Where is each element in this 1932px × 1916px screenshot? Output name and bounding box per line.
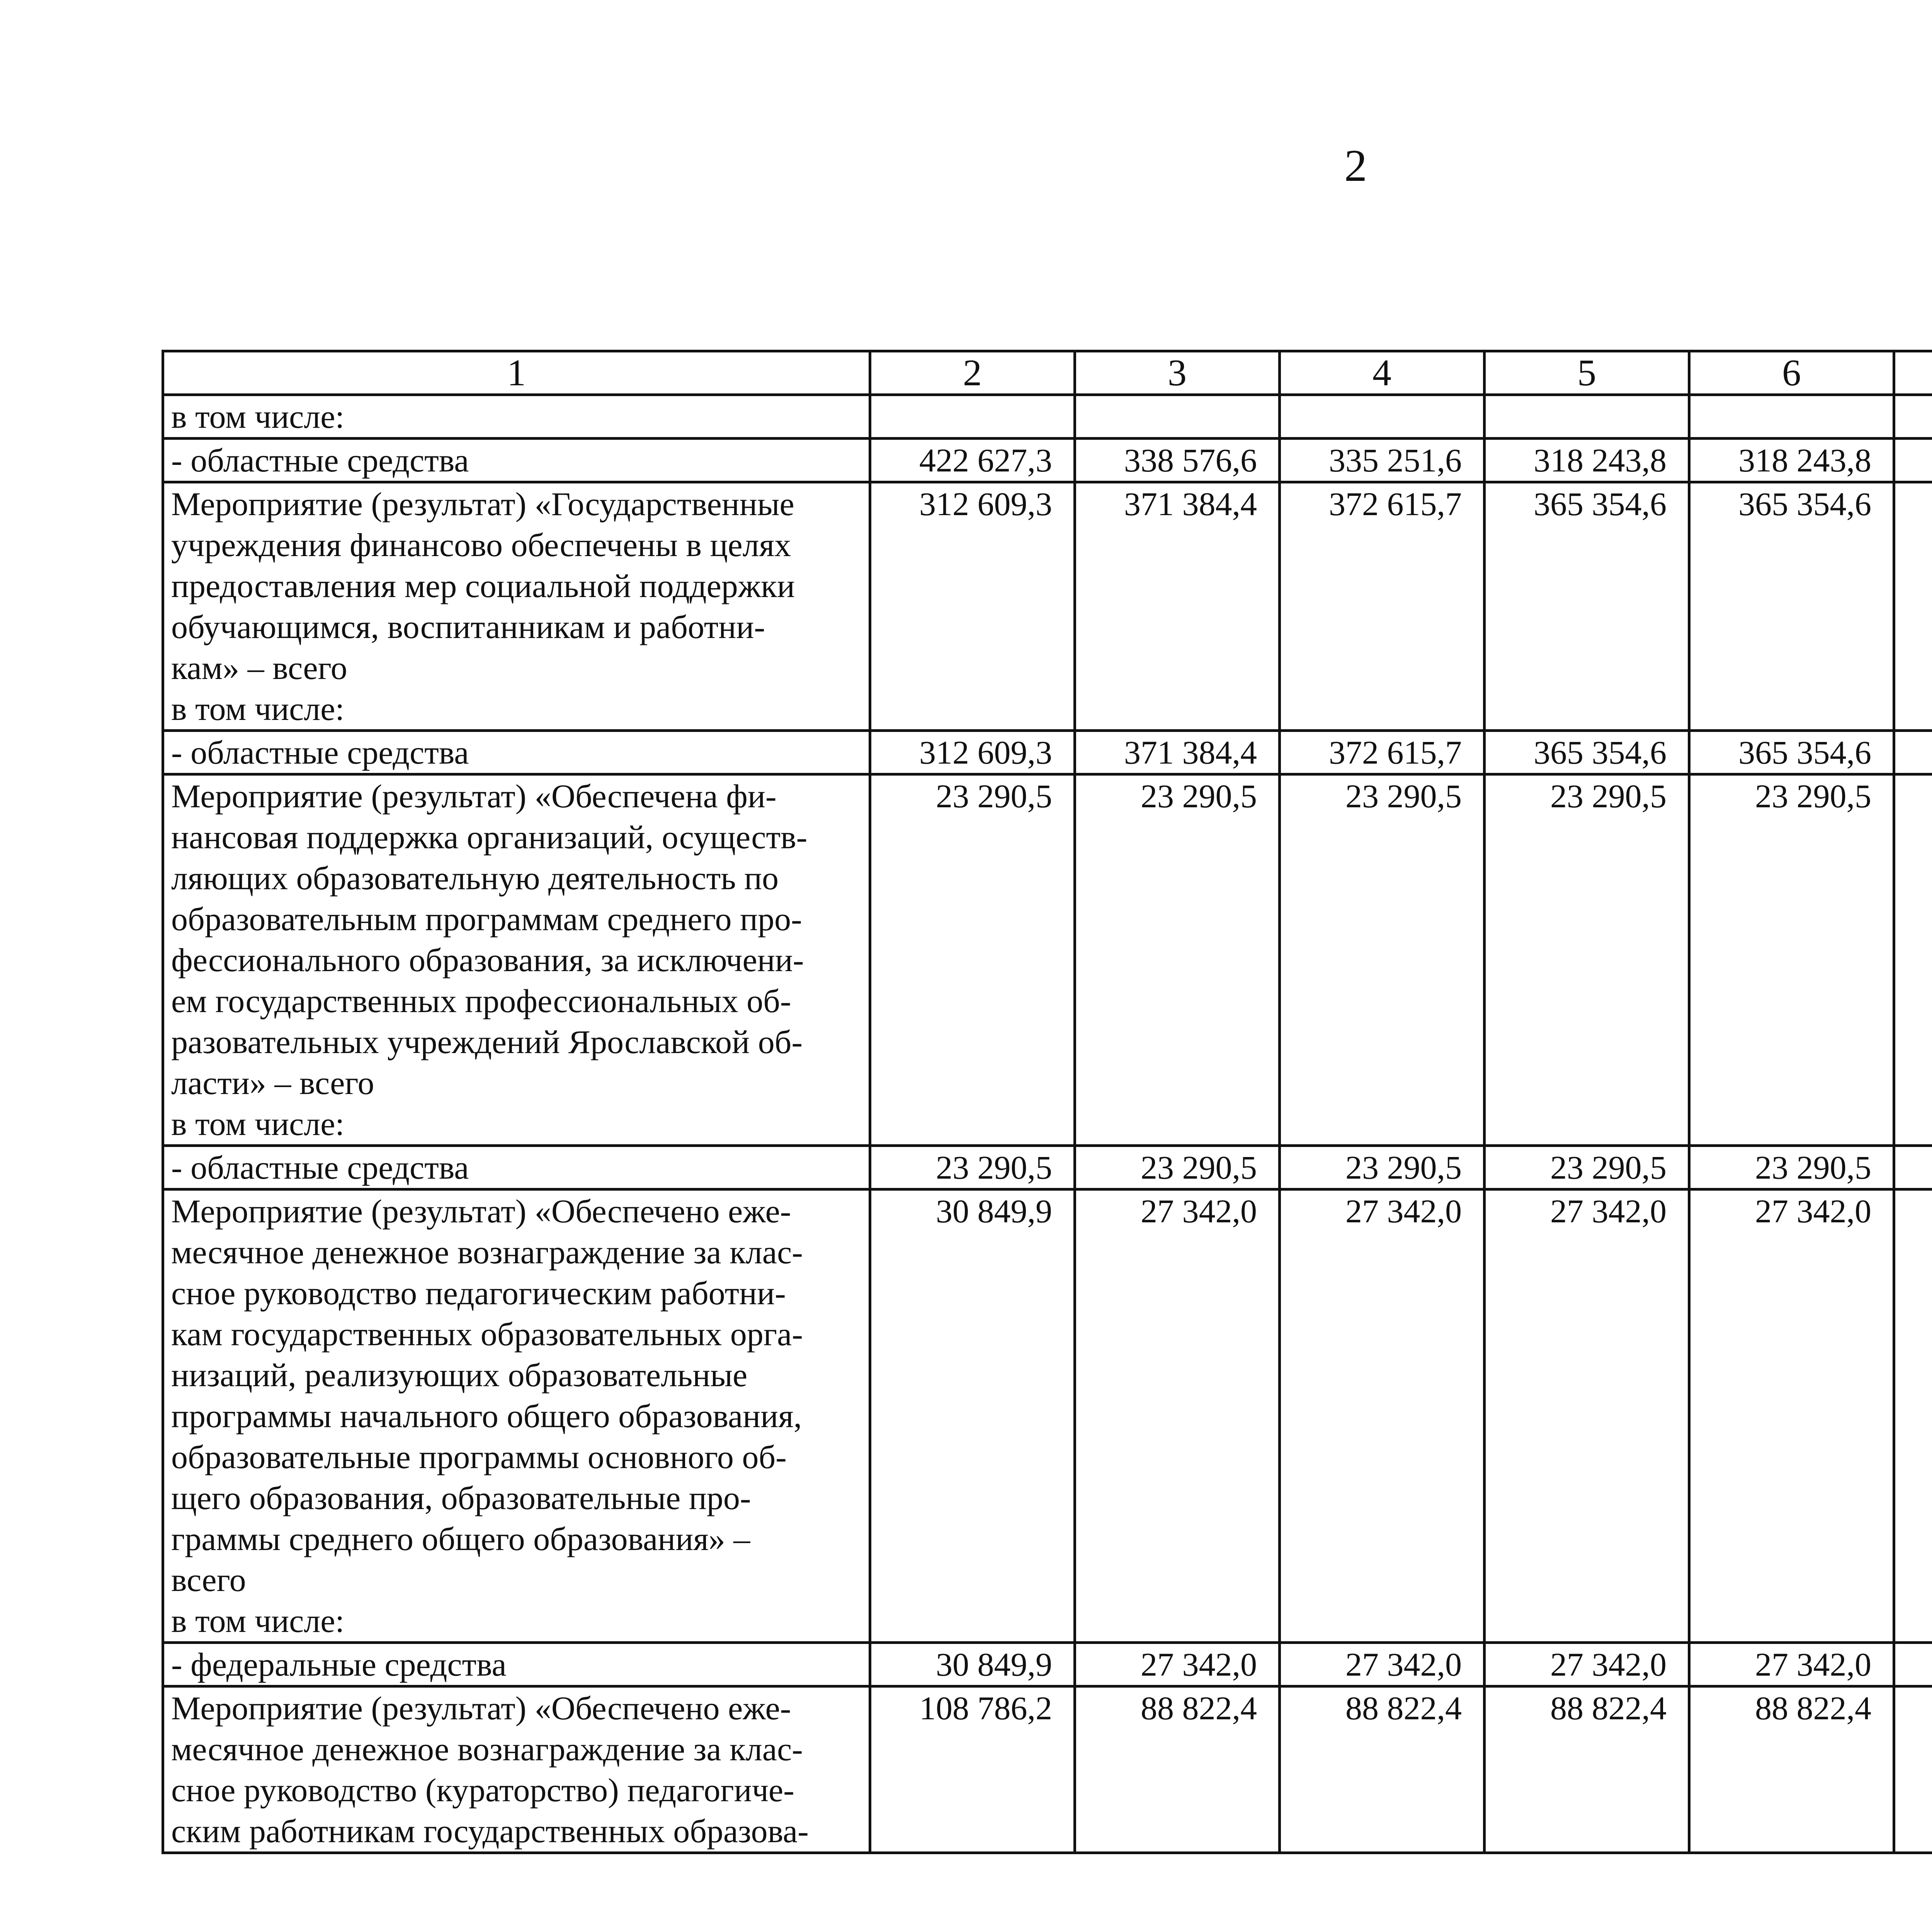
value-cell: 365 354,6 [1485, 482, 1689, 731]
table-row [163, 1643, 1932, 1686]
column-header: 3 [1075, 351, 1280, 395]
column-header: 4 [1280, 351, 1485, 395]
description-line: граммы среднего общего образования» – [171, 1520, 750, 1557]
value-cell: 30 849,9 [870, 1189, 1075, 1643]
table-row [163, 1146, 1932, 1189]
row-description [163, 1643, 870, 1686]
value-cell: 372 615,7 [1280, 482, 1485, 731]
description-line: в том числе: [171, 1602, 345, 1639]
value-cell: 23 290,5 [1485, 1146, 1689, 1189]
value-cell [1894, 1146, 1932, 1189]
budget-table [162, 350, 1932, 1854]
value-cell: 108 786,2 [870, 1686, 1075, 1853]
description-line: сное руководство педагогическим работни- [171, 1274, 786, 1312]
description-line: ем государственных профессиональных об- [171, 982, 791, 1019]
description-line: низаций, реализующих образовательные [171, 1356, 748, 1394]
value-cell: 23 290,5 [870, 1146, 1075, 1189]
value-cell: 27 342,0 [1485, 1643, 1689, 1686]
value-cell: 23 290,5 [1075, 1146, 1280, 1189]
value-cell: 27 342,0 [1280, 1189, 1485, 1643]
value-cell: 27 342,0 [1689, 1189, 1894, 1643]
description-line: месячное денежное вознаграждение за клас- [171, 1731, 803, 1768]
value-cell: 318 243,8 [1689, 439, 1894, 482]
value-cell: 23 290,5 [870, 774, 1075, 1146]
value-cell: 365 354,6 [1689, 482, 1894, 731]
description-line: - областные средства [171, 442, 469, 479]
value-cell: 27 342,0 [1689, 1643, 1894, 1686]
table-row [163, 1686, 1932, 1853]
column-header: 6 [1689, 351, 1894, 395]
row-description [163, 395, 870, 439]
value-cell: 365 354,6 [1689, 731, 1894, 774]
description-line: месячное денежное вознаграждение за клас- [171, 1234, 803, 1271]
description-line: ласти» – всего [171, 1064, 374, 1101]
value-cell: 23 290,5 [1485, 774, 1689, 1146]
table-row [163, 774, 1932, 1146]
description-line: сное руководство (кураторство) педагогиче- [171, 1771, 794, 1809]
value-cell [1894, 1189, 1932, 1643]
description-line: - областные средства [171, 734, 469, 771]
table-row [163, 1189, 1932, 1643]
description-line: в том числе: [171, 1105, 345, 1142]
value-cell: 88 822,4 [1689, 1686, 1894, 1853]
value-cell: 371 384,4 [1075, 731, 1280, 774]
value-cell [1894, 482, 1932, 731]
value-cell: 23 290,5 [1075, 774, 1280, 1146]
description-line: программы начального общего образования, [171, 1397, 802, 1434]
table-row [163, 395, 1932, 439]
description-line: образовательным программам среднего про- [171, 900, 802, 938]
value-cell [1689, 395, 1894, 439]
description-line: ляющих образовательную деятельность по [171, 859, 779, 897]
column-header: 2 [870, 351, 1075, 395]
value-cell [1280, 395, 1485, 439]
value-cell: 312 609,3 [870, 731, 1075, 774]
value-cell: 27 342,0 [1075, 1189, 1280, 1643]
value-cell [1894, 1686, 1932, 1853]
value-cell [1894, 395, 1932, 439]
value-cell: 422 627,3 [870, 439, 1075, 482]
value-cell: 365 354,6 [1485, 731, 1689, 774]
value-cell: 23 290,5 [1280, 774, 1485, 1146]
description-line: всего [171, 1561, 246, 1598]
row-description [163, 482, 870, 731]
row-description [163, 1146, 870, 1189]
description-line: Мероприятие (результат) «Обеспечена фи- [171, 778, 777, 815]
description-line: образовательные программы основного об- [171, 1438, 787, 1475]
description-line: - областные средства [171, 1149, 469, 1186]
description-line: фессионального образования, за исключени- [171, 941, 804, 978]
description-line: - федеральные средства [171, 1646, 507, 1683]
value-cell: 88 822,4 [1280, 1686, 1485, 1853]
value-cell: 30 849,9 [870, 1643, 1075, 1686]
value-cell: 312 609,3 [870, 482, 1075, 731]
value-cell: 23 290,5 [1689, 1146, 1894, 1189]
value-cell [1485, 395, 1689, 439]
description-line: Мероприятие (результат) «Обеспечено еже- [171, 1193, 791, 1230]
description-line: Мероприятие (результат) «Государственные [171, 485, 794, 522]
description-line: обучающимся, воспитанникам и работни- [171, 608, 765, 645]
description-line: Мероприятие (результат) «Обеспечено еже- [171, 1690, 791, 1727]
value-cell: 23 290,5 [1280, 1146, 1485, 1189]
page-number: 2 [1344, 140, 1367, 191]
value-cell: 27 342,0 [1075, 1643, 1280, 1686]
description-line: в том числе: [171, 398, 345, 435]
description-line: в том числе: [171, 690, 345, 727]
value-cell: 27 342,0 [1280, 1643, 1485, 1686]
description-line: нансовая поддержка организаций, осуществ- [171, 818, 808, 856]
description-line: кам государственных образовательных орга- [171, 1315, 803, 1353]
row-description [163, 1189, 870, 1643]
value-cell: 23 290,5 [1689, 774, 1894, 1146]
value-cell [1894, 774, 1932, 1146]
row-description [163, 439, 870, 482]
value-cell [1894, 731, 1932, 774]
description-line: кам» – всего [171, 649, 347, 686]
value-cell: 372 615,7 [1280, 731, 1485, 774]
row-description [163, 1686, 870, 1853]
header-row [163, 351, 1932, 395]
column-header: 1 [163, 351, 870, 395]
description-line: ским работникам государственных образова- [171, 1812, 809, 1850]
value-cell [1075, 395, 1280, 439]
value-cell: 318 243,8 [1485, 439, 1689, 482]
description-line: учреждения финансово обеспечены в целях [171, 526, 791, 563]
row-description [163, 774, 870, 1146]
value-cell [1894, 1643, 1932, 1686]
description-line: разовательных учреждений Ярославской об- [171, 1023, 803, 1060]
description-line: щего образования, образовательные про- [171, 1479, 751, 1516]
value-cell: 88 822,4 [1485, 1686, 1689, 1853]
description-line: предоставления мер социальной поддержки [171, 567, 795, 604]
value-cell [870, 395, 1075, 439]
table-row [163, 439, 1932, 482]
value-cell: 338 576,6 [1075, 439, 1280, 482]
value-cell: 371 384,4 [1075, 482, 1280, 731]
row-description [163, 731, 870, 774]
value-cell: 27 342,0 [1485, 1189, 1689, 1643]
value-cell [1894, 439, 1932, 482]
table-row [163, 731, 1932, 774]
column-header: 5 [1485, 351, 1689, 395]
column-header [1894, 351, 1932, 395]
table-row [163, 482, 1932, 731]
value-cell: 88 822,4 [1075, 1686, 1280, 1853]
value-cell: 335 251,6 [1280, 439, 1485, 482]
